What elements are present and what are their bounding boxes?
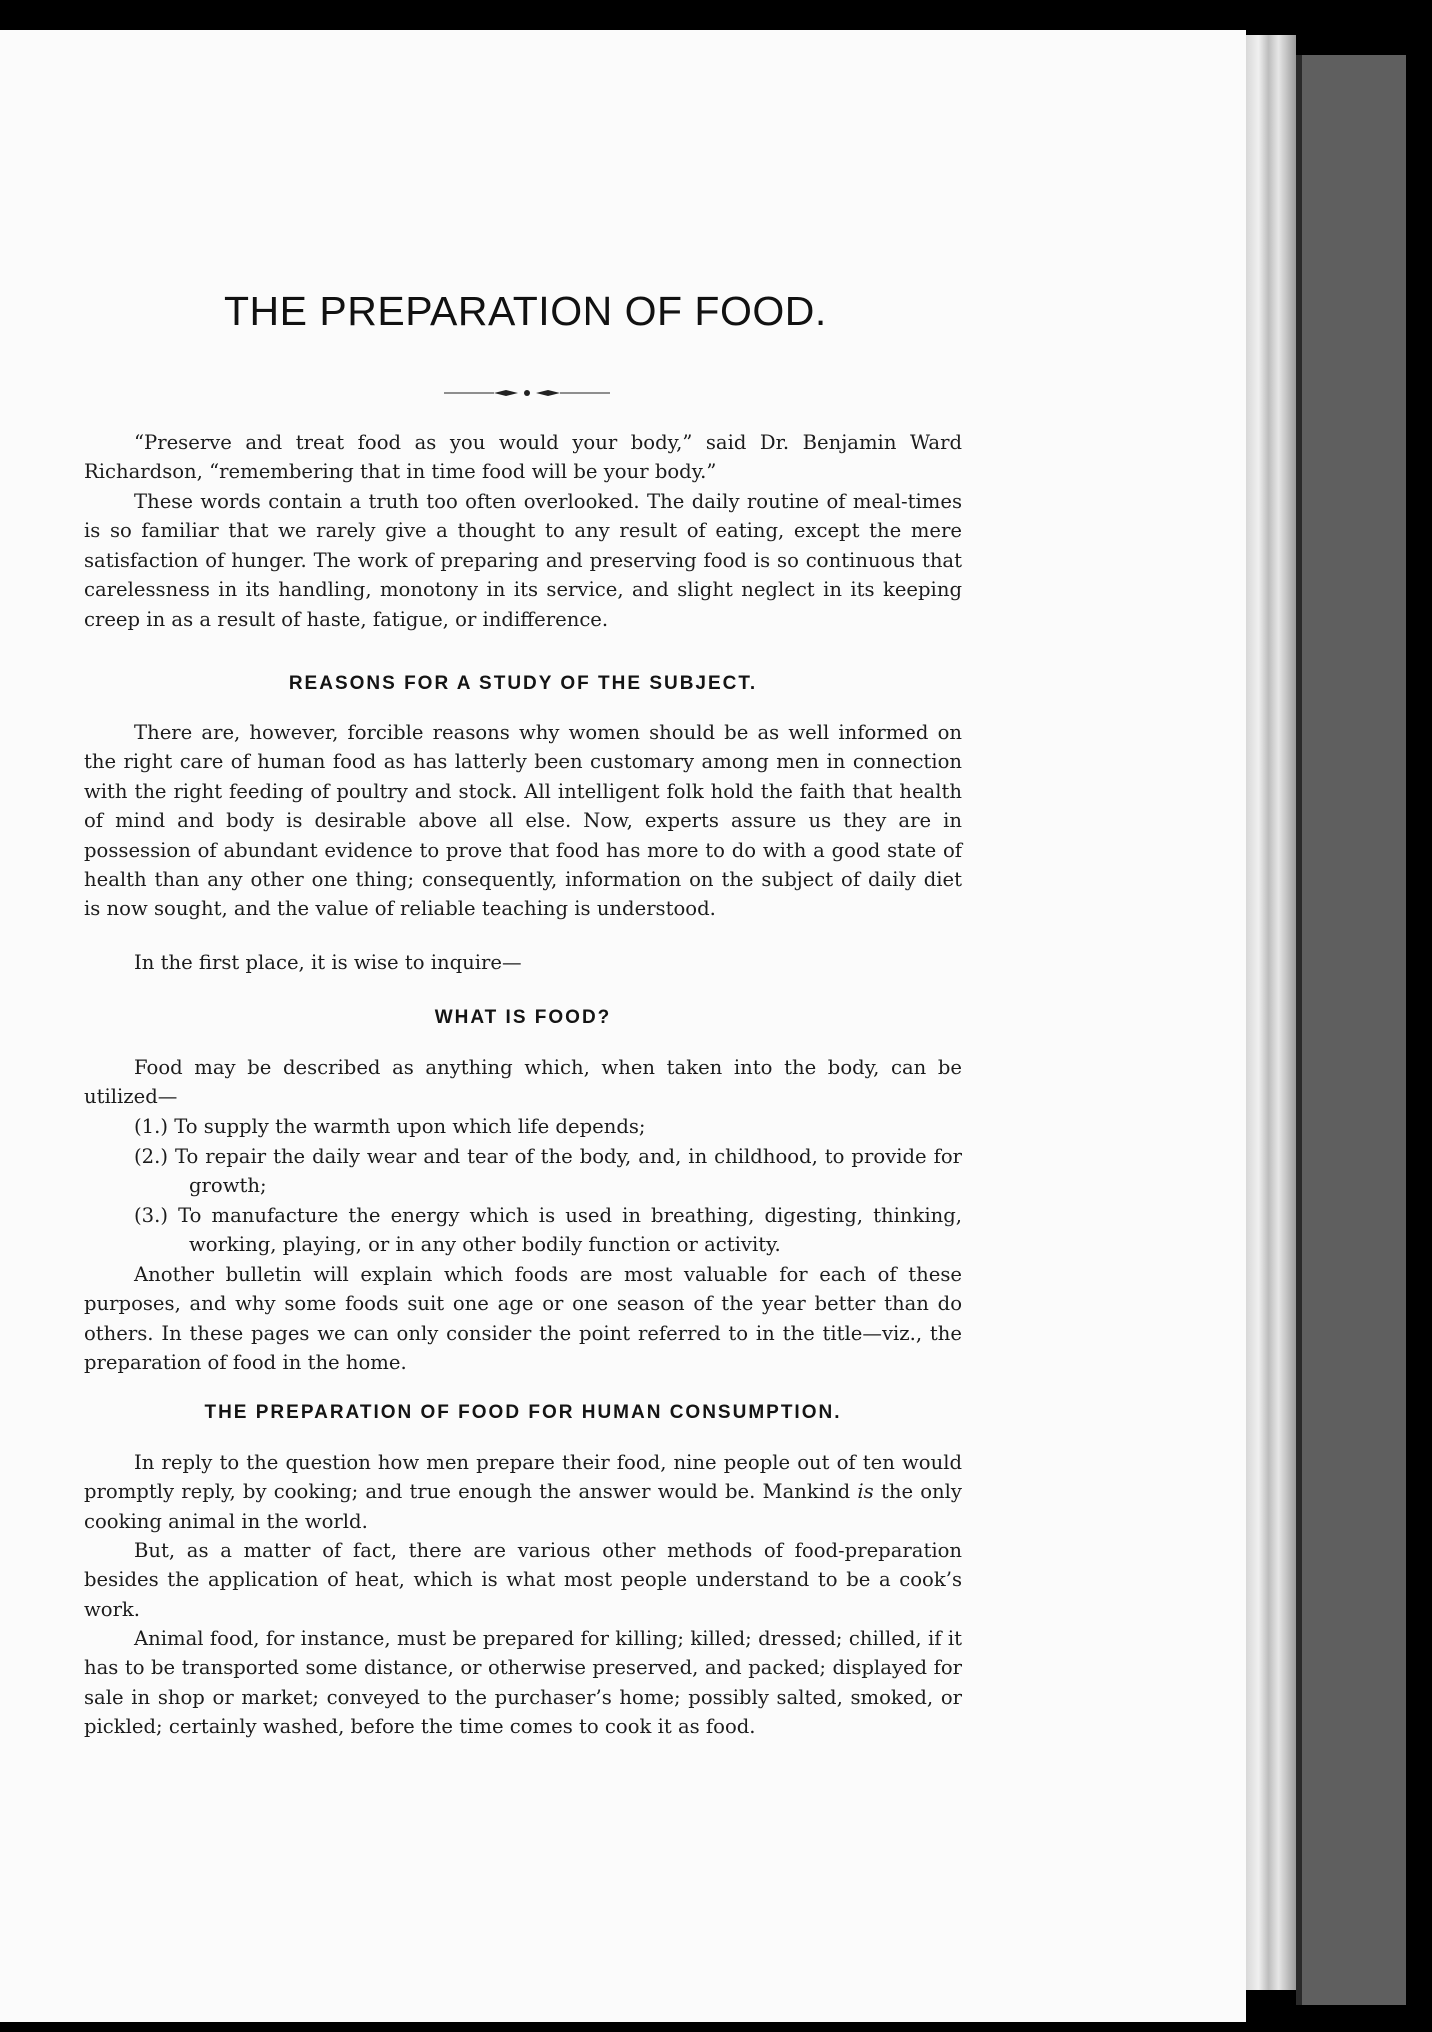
section-heading-preparation: THE PREPARATION OF FOOD FOR HUMAN CONSUMPTION. <box>204 1402 842 1423</box>
book-page <box>0 30 1246 2022</box>
food-definition-paragraph: Food may be described as anything which, when taken into the body, can be utilized— <box>84 1056 962 1109</box>
food-purpose-item-3: (3.) To manufacture the energy which is used in breathing, digesting, thinking, working, playing, or in any other bodily function or activity. <box>134 1204 962 1257</box>
preparation-text-start: In reply to the question how men prepare their food, nine people out of ten would promptly reply, by cooking; and true enough the answer would be. Mankind <box>84 1451 962 1504</box>
book-cover-edge <box>1296 55 1406 2005</box>
page-title: THE PREPARATION OF FOOD. <box>224 288 827 334</box>
intro-paragraph-2: These words contain a truth too often overlooked. The daily routine of meal-times is so familiar that we rarely give a thought to any result of eating, except the mere satisfaction of hunger. The work of preparing and preserving food is so continuous that carelessness in its handling, monotony in its service, and slight neglect in its keeping creep in as a result of haste, fatigue, or indifference. <box>84 490 962 631</box>
intro-paragraph-1: “Preserve and treat food as you would your body,” said Dr. Benjamin Ward Richardson, “remembering that in time food will be your body.” <box>84 431 962 484</box>
reasons-paragraph-2: In the first place, it is wise to inquire— <box>134 951 522 974</box>
food-purpose-item-2: (2.) To repair the daily wear and tear of the body, and, in childhood, to provide for growth; <box>134 1145 962 1198</box>
preparation-paragraph-1 <box>84 1448 962 1536</box>
reasons-paragraph-1: There are, however, forcible reasons why women should be as well informed on the right care of human food as has latterly been customary among men in connection with the right feeding of poultry and stock. All intelligent folk hold the faith that health of mind and body is desirable above all else. Now, experts assure us they are in possession of abundant evidence to prove that food has more to do with a good state of health than any other one thing; consequently, information on the subject of daily diet is now sought, and the value of reliable teaching is understood. <box>84 721 962 921</box>
section-heading-what-is-food: WHAT IS FOOD? <box>434 1007 612 1028</box>
book-cover-spine-shadow <box>1296 55 1302 2005</box>
another-bulletin-paragraph: Another bulletin will explain which foods are most valuable for each of these purposes, and why some foods suit one age or one season of the year better than do others. In these pages we can only consider the point referred to in the title—viz., the preparation of food in the home. <box>84 1263 962 1375</box>
food-purpose-item-1: (1.) To supply the warmth upon which life depends; <box>134 1115 646 1138</box>
page-stack-edge <box>1246 35 1296 1990</box>
preparation-paragraph-3: Animal food, for instance, must be prepared for killing; killed; dressed; chilled, if it has to be transported some distance, or otherwise preserved, and packed; displayed for sale in shop or market; conveyed to the purchaser’s home; possibly salted, smoked, or pickled; certainly washed, before the time comes to cook it as food. <box>84 1627 962 1739</box>
emphasis-is: is <box>857 1480 874 1504</box>
preparation-paragraph-2: But, as a matter of fact, there are various other methods of food-preparation besides the application of heat, which is what most people understand to be a cook’s work. <box>84 1539 962 1621</box>
preparation-text-end: the only cooking animal in the world. <box>84 1480 962 1533</box>
section-heading-reasons: REASONS FOR A STUDY OF THE SUBJECT. <box>288 673 758 694</box>
ornament-divider <box>444 386 610 400</box>
